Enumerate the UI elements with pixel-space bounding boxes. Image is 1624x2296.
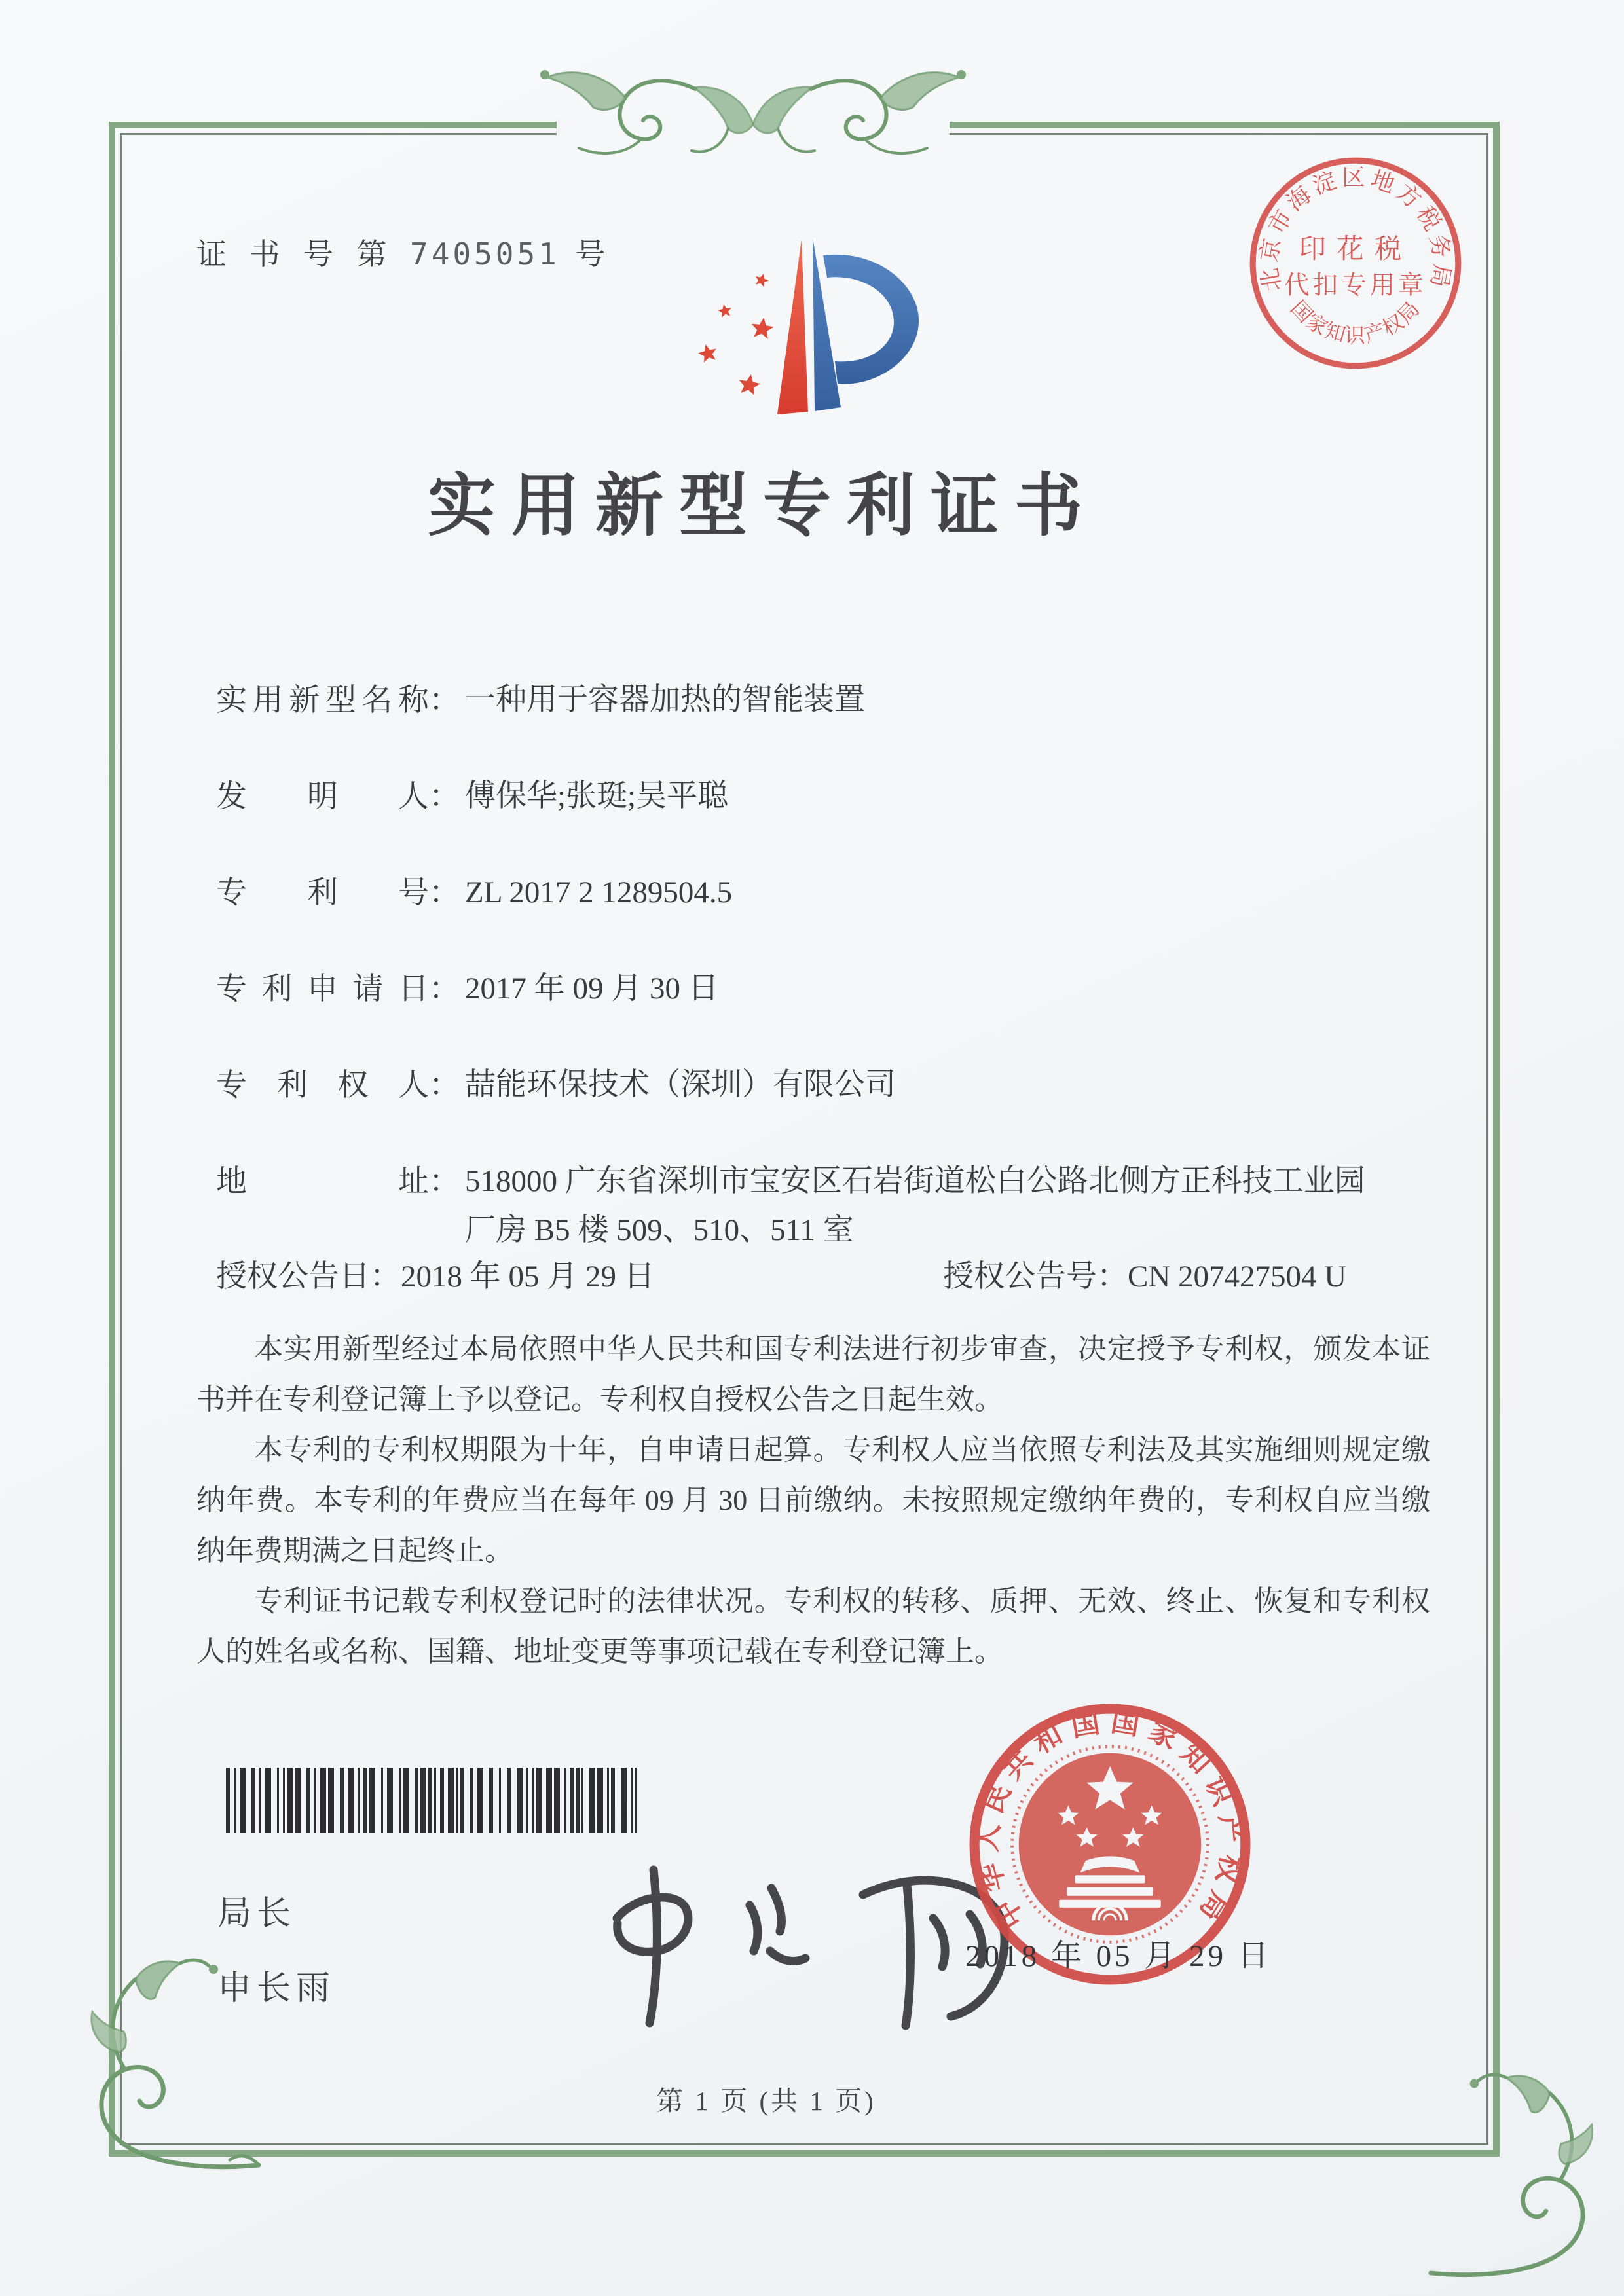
- field-label: 地址: [216, 1165, 429, 1199]
- field-row-utility-name: 实用新型名称 ： 一种用于容器加热的智能装置: [216, 676, 865, 725]
- tax-stamp-arc-bottom-text: 国家知识产权局: [1286, 296, 1425, 348]
- director-title-label: 局长: [217, 1895, 297, 1933]
- certificate-title: 实用新型专利证书: [427, 469, 1098, 544]
- field-label: 专利申请日: [216, 972, 429, 1006]
- field-value-patent-number: ZL 2017 2 1289504.5: [465, 875, 733, 909]
- field-value-address: 518000 广东省深圳市宝安区石岩街道松白公路北侧方正科技工业园厂房 B5 楼 509、510、511 室: [465, 1164, 1365, 1248]
- tax-stamp-arc-top-text: 北京市海淀区地方税务局: [1255, 164, 1456, 294]
- certificate-number: [196, 230, 613, 274]
- legal-paragraph-1: 本实用新型经过本局依照中华人民共和国专利法进行初步审查，决定授予专利权，颁发本证书并在专利登记簿上予以登记。专利权自授权公告之日起生效。: [196, 1333, 1430, 1415]
- tax-stamp-seal: [1243, 151, 1468, 376]
- certificate-number-prefix: 证 书 号 第: [196, 238, 395, 271]
- seal-date: 2018 年 05 月 29 日: [965, 1939, 1272, 1973]
- svg-text:国家知识产权局: [1286, 297, 1424, 347]
- grant-number-label: 授权公告号：: [943, 1260, 1128, 1294]
- field-value-utility-name: 一种用于容器加热的智能装置: [465, 683, 865, 717]
- legal-paragraph-2: 本专利的专利权期限为十年，自申请日起算。专利权人应当依照专利法及其实施细则规定缴纳年费。本专利的年费应当在每年 09 月 30 日前缴纳。未按照规定缴纳年费的，专利权自应当缴纳年费期满之日起终止。: [196, 1434, 1430, 1567]
- bottom-right-corner-ornament: [1424, 2066, 1621, 2282]
- field-row-patentee: 专利权人 ： 喆能环保技术（深圳）有限公司: [216, 1061, 896, 1110]
- certificate-border-inner-line: [120, 133, 1488, 2145]
- office-seal-arc-text: 中华人民共和国国家知识产权局: [971, 1705, 1248, 1934]
- field-row-patent-number: 专利号 ： ZL 2017 2 1289504.5: [216, 868, 732, 917]
- field-row-address: 地址 ： 518000 广东省深圳市宝安区石岩街道松白公路北侧方正科技工业园厂房 B5 楼 509、510、511 室: [216, 1157, 1369, 1255]
- field-label: 专利号: [216, 876, 429, 910]
- field-value-filing-date: 2017 年 09 月 30 日: [465, 972, 719, 1006]
- legal-text-block: [196, 1324, 1430, 1677]
- grant-number-value: CN 207427504 U: [1128, 1260, 1347, 1294]
- grant-date-label: 授权公告日：: [216, 1260, 401, 1294]
- grant-date-value: 2018 年 05 月 29 日: [401, 1260, 655, 1294]
- field-value-inventors: 傅保华;张珽;吴平聪: [465, 779, 729, 813]
- page-number-footer: 第 1 页 (共 1 页): [656, 2086, 876, 2116]
- grant-number: [943, 1252, 1346, 1296]
- tax-stamp-center-line1: 印花税: [1299, 233, 1412, 264]
- legal-paragraph-3: 专利证书记载专利权登记时的法律状况。专利权的转移、质押、无效、终止、恢复和专利权人的姓名或名称、国籍、地址变更等事项记载在专利登记簿上。: [196, 1585, 1430, 1667]
- field-row-filing-date: 专利申请日 ： 2017 年 09 月 30 日: [216, 964, 719, 1013]
- top-flourish-ornament: [524, 51, 982, 208]
- grant-date: [216, 1252, 655, 1296]
- certificate-number-digits: 7405051: [410, 236, 560, 272]
- field-label: 专利权人: [216, 1068, 429, 1102]
- tax-stamp-center-line2: 代扣专用章: [1284, 272, 1427, 300]
- field-label: 发明人: [216, 780, 429, 814]
- field-label: 实用新型名称: [216, 683, 429, 718]
- field-row-inventors: 发明人 ： 傅保华;张珽;吴平聪: [216, 772, 728, 821]
- director-name-label: 申长雨: [217, 1970, 336, 2007]
- cnipa-logo: [612, 215, 927, 431]
- cnipa-logo-icon: [612, 215, 927, 431]
- field-value-patentee: 喆能环保技术（深圳）有限公司: [465, 1068, 896, 1102]
- certificate-number-suffix: 号: [575, 238, 614, 271]
- barcode: [226, 1768, 637, 1833]
